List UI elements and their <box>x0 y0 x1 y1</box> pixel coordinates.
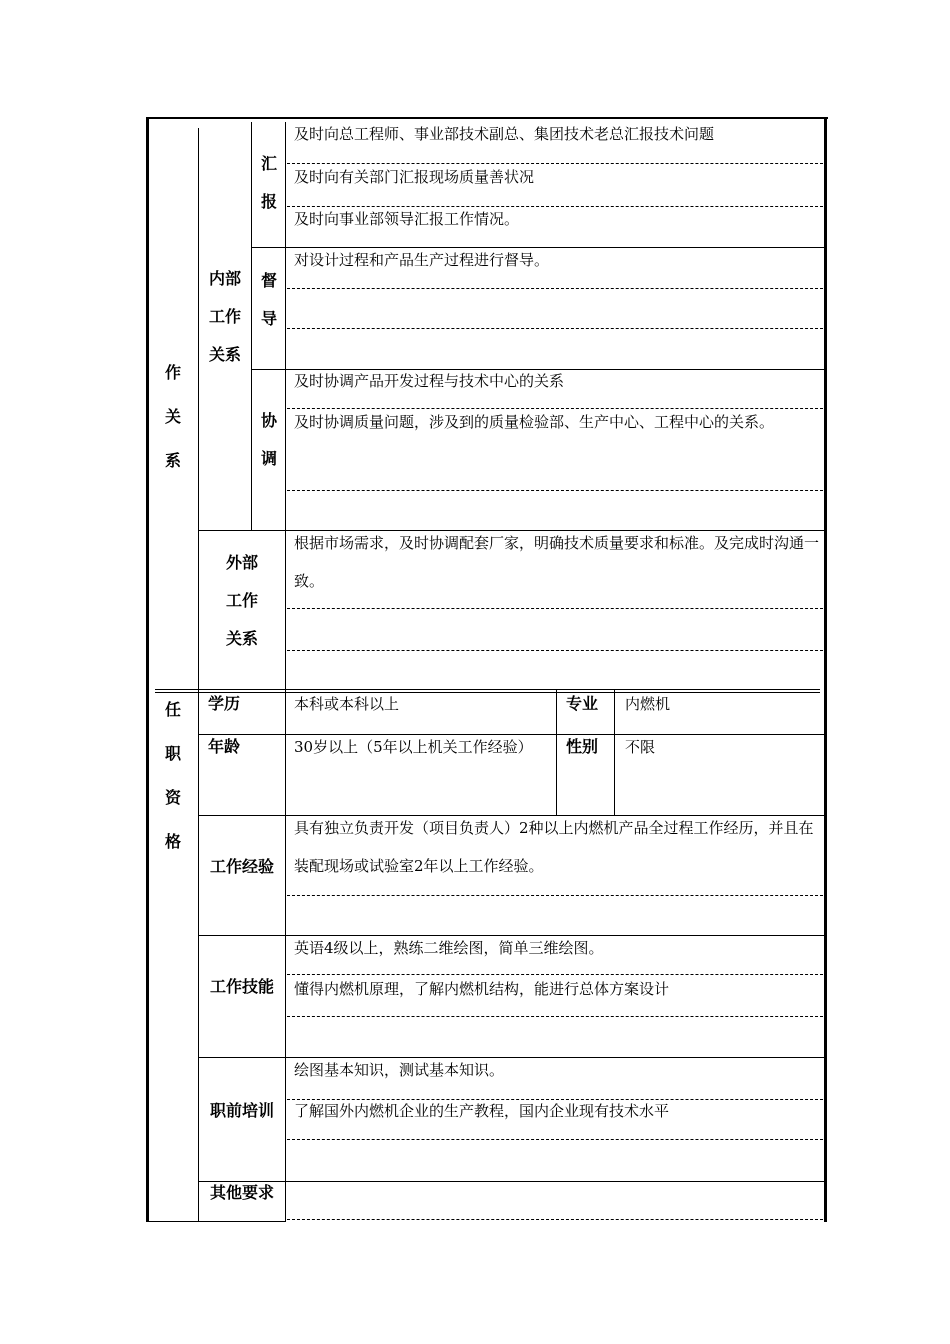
external-relations-label <box>199 544 285 658</box>
supervise-item: 对设计过程和产品生产过程进行督导。 <box>294 251 550 269</box>
coordinate-label-char: 调 <box>260 449 277 468</box>
section-label-char: 格 <box>164 832 181 851</box>
report-item: 及时向有关部门汇报现场质量善状况 <box>294 168 535 186</box>
skills-label: 工作技能 <box>209 977 274 996</box>
work-relations-section-label <box>161 360 185 492</box>
section-label-char: 职 <box>164 744 181 763</box>
training-label: 职前培训 <box>209 1101 274 1120</box>
report-item: 及时向总工程师、事业部技术副总、集团技术老总汇报技术问题 <box>294 125 715 143</box>
external-label-line: 外部 <box>225 553 258 572</box>
coordinate-label <box>257 402 281 478</box>
external-item: 根据市场需求，及时协调配套厂家，明确技术质量要求和标准。及完成时沟通一致。 <box>294 534 820 590</box>
coordinate-item: 及时协调产品开发过程与技术中心的关系 <box>294 372 565 390</box>
supervise-label <box>257 262 281 338</box>
coordinate-item: 及时协调质量问题，涉及到的质量检验部、生产中心、工程中心的关系。 <box>294 413 775 431</box>
internal-label-line: 工作 <box>208 307 241 326</box>
section-label-char: 关 <box>164 407 181 426</box>
experience-label: 工作经验 <box>209 857 274 876</box>
major-value: 内燃机 <box>625 695 671 713</box>
age-value: 30岁以上（5年以上机关工作经验） <box>294 738 533 756</box>
experience-item: 具有独立负责开发（项目负责人）2种以上内燃机产品全过程工作经历，并且在装配现场或试验室2年以上工作经验。 <box>294 819 814 875</box>
age-label: 年龄 <box>208 737 241 756</box>
training-item: 了解国外内燃机企业的生产教程，国内企业现有技术水平 <box>294 1102 670 1120</box>
internal-relations-label <box>199 260 251 374</box>
gender-label: 性别 <box>566 737 599 756</box>
skills-item: 英语4级以上，熟练二维绘图，简单三维绘图。 <box>294 939 604 957</box>
education-value: 本科或本科以上 <box>294 695 400 713</box>
internal-label-line: 内部 <box>208 269 241 288</box>
other-requirements-label: 其他要求 <box>209 1183 274 1202</box>
external-label-line: 关系 <box>225 629 258 648</box>
report-label-char: 汇 <box>260 154 277 173</box>
section-label-char: 作 <box>164 363 181 382</box>
section-label-char: 系 <box>164 451 181 470</box>
report-item: 及时向事业部领导汇报工作情况。 <box>294 210 520 228</box>
external-label-line: 工作 <box>225 591 258 610</box>
supervise-label-char: 督 <box>260 271 277 290</box>
internal-label-line: 关系 <box>208 345 241 364</box>
report-label-char: 报 <box>260 192 277 211</box>
coordinate-label-char: 协 <box>260 411 277 430</box>
training-item: 绘图基本知识，测试基本知识。 <box>294 1061 505 1079</box>
qualifications-section-label <box>161 688 185 864</box>
education-label: 学历 <box>208 694 241 713</box>
supervise-label-char: 导 <box>260 309 277 328</box>
section-label-char: 资 <box>164 788 181 807</box>
section-label-char: 任 <box>164 700 181 719</box>
skills-item: 懂得内燃机原理，了解内燃机结构，能进行总体方案设计 <box>294 980 670 998</box>
gender-value: 不限 <box>625 738 656 756</box>
report-label <box>257 145 281 221</box>
major-label: 专业 <box>566 694 599 713</box>
